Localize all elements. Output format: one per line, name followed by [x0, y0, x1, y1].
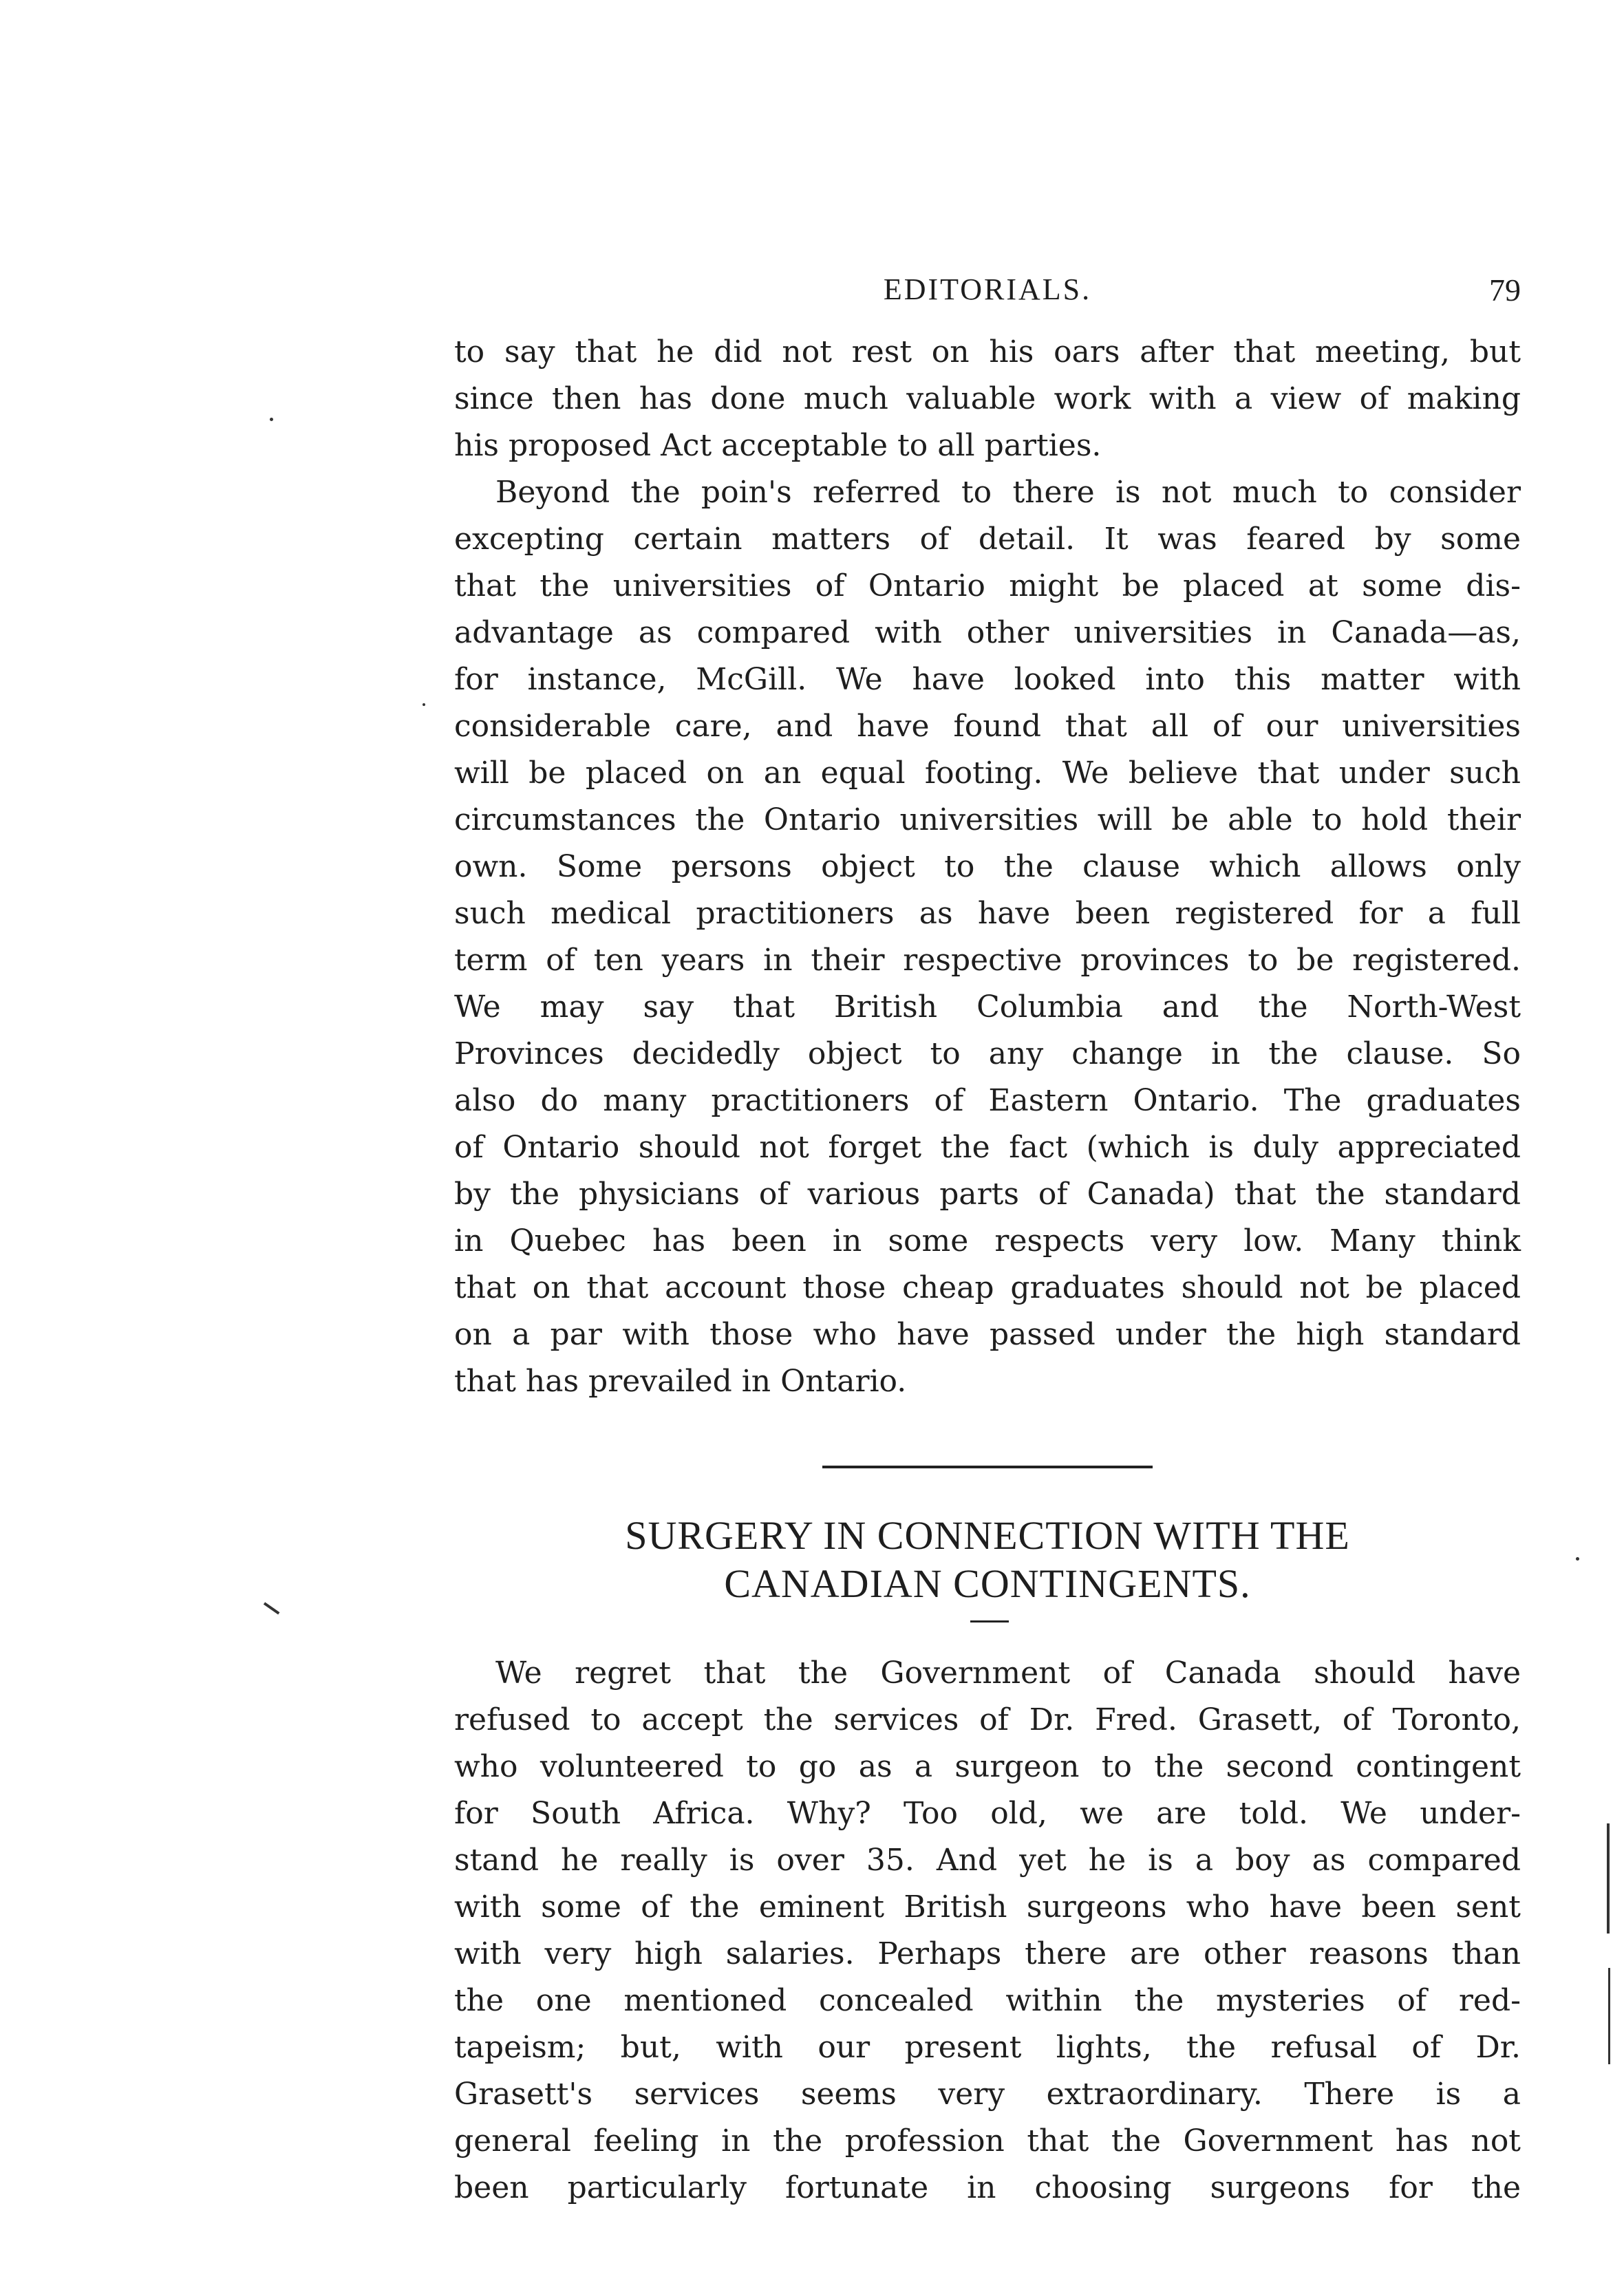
text-line: who volunteered to go as a surgeon to the second contingent: [454, 1749, 1521, 1784]
text-line: will be placed on an equal footing. We believe that under such: [454, 756, 1521, 791]
scan-speck: [264, 1602, 280, 1614]
text-line: refused to accept the services of Dr. Fred. Grasett, of Toronto,: [454, 1702, 1521, 1737]
text-line: that the universities of Ontario might be placed at some dis-: [454, 568, 1521, 603]
text-line: also do many practitioners of Eastern Ontario. The graduates: [454, 1083, 1521, 1118]
text-line: general feeling in the profession that the Government has not: [454, 2123, 1521, 2159]
running-head: [454, 272, 1521, 320]
text-line: We may say that British Columbia and the North-West: [454, 989, 1521, 1025]
margin-mark: [1608, 1968, 1610, 2064]
text-line: stand he really is over 35. And yet he is a boy as compared: [454, 1843, 1521, 1878]
text-line: advantage as compared with other universities in Canada—as,: [454, 615, 1521, 650]
text-line: on a par with those who have passed under the high standard: [454, 1317, 1521, 1352]
text-line: circumstances the Ontario universities will be able to hold their: [454, 802, 1521, 837]
text-line: for instance, McGill. We have looked into this matter with: [454, 662, 1521, 697]
text-line: term of ten years in their respective provinces to be registered.: [454, 943, 1521, 978]
text-line: been particularly fortunate in choosing surgeons for the: [454, 2170, 1521, 2205]
text-line: with very high salaries. Perhaps there are other reasons than: [454, 1936, 1521, 1971]
section-heading-line-2: CANADIAN CONTINGENTS.: [724, 1561, 1251, 1606]
section-heading-line-1: SURGERY IN CONNECTION WITH THE: [625, 1513, 1350, 1558]
margin-mark: [1607, 1823, 1610, 1934]
heading-underline-rule: [970, 1620, 1009, 1622]
text-line: own. Some persons object to the clause which allows only: [454, 849, 1521, 884]
text-line: in Quebec has been in some respects very low. Many think: [454, 1223, 1521, 1259]
scan-speck: [423, 703, 425, 706]
running-title: EDITORIALS.: [883, 272, 1092, 306]
text-line: by the physicians of various parts of Canada) that the standard: [454, 1177, 1521, 1212]
scan-speck: [270, 418, 273, 421]
text-line: such medical practitioners as have been registered for a full: [454, 896, 1521, 931]
text-line: considerable care, and have found that all of our universities: [454, 709, 1521, 744]
text-line: with some of the eminent British surgeons who have been sent: [454, 1889, 1521, 1925]
section-divider-rule: [822, 1466, 1153, 1468]
text-line: the one mentioned concealed within the mysteries of red-: [454, 1983, 1521, 2018]
text-line: that on that account those cheap graduates should not be placed: [454, 1270, 1521, 1305]
text-line: for South Africa. Why? Too old, we are told. We under-: [454, 1796, 1521, 1831]
text-line: since then has done much valuable work with a view of making: [454, 381, 1521, 416]
text-line: that has prevailed in Ontario.: [454, 1364, 907, 1399]
text-line: excepting certain matters of detail. It was feared by some: [454, 522, 1521, 557]
text-line: of Ontario should not forget the fact (which is duly appreciated: [454, 1130, 1521, 1165]
text-line: tapeism; but, with our present lights, the refusal of Dr.: [454, 2030, 1521, 2065]
text-line: Beyond the poin's referred to there is not much to consider: [495, 475, 1521, 510]
text-line: Grasett's services seems very extraordinary. There is a: [454, 2077, 1521, 2112]
text-line: to say that he did not rest on his oars after that meeting, but: [454, 334, 1521, 369]
page-number: 79: [1489, 272, 1521, 308]
text-line: his proposed Act acceptable to all parties.: [454, 428, 1102, 463]
text-line: Provinces decidedly object to any change in the clause. So: [454, 1036, 1521, 1071]
scan-speck: [1576, 1557, 1579, 1561]
text-line: We regret that the Government of Canada should have: [495, 1656, 1521, 1691]
